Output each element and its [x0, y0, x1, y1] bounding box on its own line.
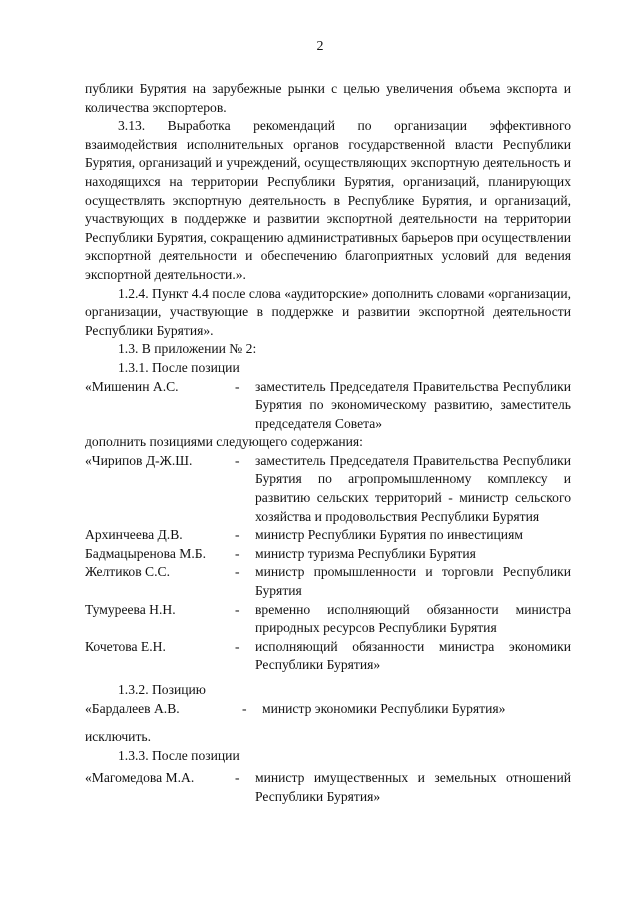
position-name: Бадмацыренова М.Б.	[85, 545, 206, 561]
position-name: Архинчеева Д.В.	[85, 527, 183, 543]
paragraph-continuation: публики Бурятия на зарубежные рынки с целью увеличения объема экспорта и количества экспортеров.	[85, 81, 571, 115]
paragraph-1-2-4: 1.2.4. Пункт 4.4 после слова «аудиторские» дополнить словами «организации, организации, участвующие в поддержке и развитии экспортной деятельности Республики Бурятия».	[85, 285, 571, 338]
paragraph-1-3-1: 1.3.1. После позиции	[118, 359, 240, 375]
position-dash: -	[235, 452, 240, 468]
document-body	[85, 80, 571, 807]
position-description: министр имущественных и земельных отношений Республики Бурятия»	[255, 770, 571, 804]
position-description: временно исполняющий обязанности министра природных ресурсов Республики Бурятия	[255, 601, 571, 636]
position-magomedova	[85, 769, 571, 806]
position-description: министр туризма Республики Бурятия	[255, 545, 476, 561]
position-dash: -	[235, 638, 240, 654]
position-description: министр промышленности и торговли Республики Бурятия	[255, 564, 571, 599]
position-dash: -	[235, 545, 240, 561]
paragraph-3-13: 3.13. Выработка рекомендаций по организации эффективного взаимодействия исполнительных органов государственной власти Республики Бурятия, организаций и учреждений, осуществляющих экспортную деятельность и находящихся на территории Республики Бурятия, организаций, планирующих осуществлять экспортную деятельность в Республике Бурятия, и организаций, участвующих в поддержке и развитии экспортной деятельности на территории Республики Бурятия, сокращению административных барьеров при осуществлении экспортной деятельности и обеспечению благоприятных условий для ведения экспортной деятельности.».	[85, 118, 571, 282]
position-name: «Бардалеев А.В.	[85, 700, 180, 716]
position-name: «Магомедова М.А.	[85, 770, 195, 786]
position-dash: -	[242, 700, 247, 716]
position-new-5	[85, 601, 571, 638]
position-description: министр Республики Бурятия по инвестициям	[255, 527, 523, 543]
position-new-4	[85, 563, 571, 600]
position-dash: -	[235, 527, 240, 543]
position-description: министр экономики Республики Бурятия»	[262, 700, 506, 716]
position-dash: -	[235, 564, 240, 580]
paragraph-exclude: исключить.	[85, 729, 151, 745]
page-number: 2	[316, 39, 324, 54]
position-new-1	[85, 452, 571, 526]
position-name: «Мишенин А.С.	[85, 378, 179, 394]
position-description: заместитель Председателя Правительства Республики Бурятия по агропромышленному комплексу и развитию сельских территорий - министр сельского хозяйства и продовольствия Республики Бурятия	[255, 452, 571, 524]
position-name: Кочетова Е.Н.	[85, 638, 166, 654]
paragraph-add-positions: дополнить позициями следующего содержания:	[85, 434, 363, 450]
position-new-2	[85, 526, 571, 545]
position-new-3	[85, 545, 571, 564]
position-description: заместитель Председателя Правительства Республики Бурятия по экономическому развитию, заместитель председателя Совета»	[255, 378, 571, 431]
position-bardaleev	[85, 700, 571, 719]
position-mishenin	[85, 378, 571, 434]
position-dash: -	[235, 770, 240, 786]
paragraph-1-3: 1.3. В приложении № 2:	[118, 341, 257, 357]
paragraph-1-3-3: 1.3.3. После позиции	[118, 747, 240, 763]
position-name: Желтиков С.С.	[85, 564, 170, 580]
position-new-6	[85, 638, 571, 675]
position-name: «Чирипов Д-Ж.Ш.	[85, 452, 193, 468]
position-description: исполняющий обязанности министра экономики Республики Бурятия»	[255, 638, 571, 673]
position-dash: -	[235, 601, 240, 617]
position-name: Тумуреева Н.Н.	[85, 601, 176, 617]
paragraph-1-3-2: 1.3.2. Позицию	[118, 682, 206, 697]
position-dash: -	[235, 378, 240, 394]
